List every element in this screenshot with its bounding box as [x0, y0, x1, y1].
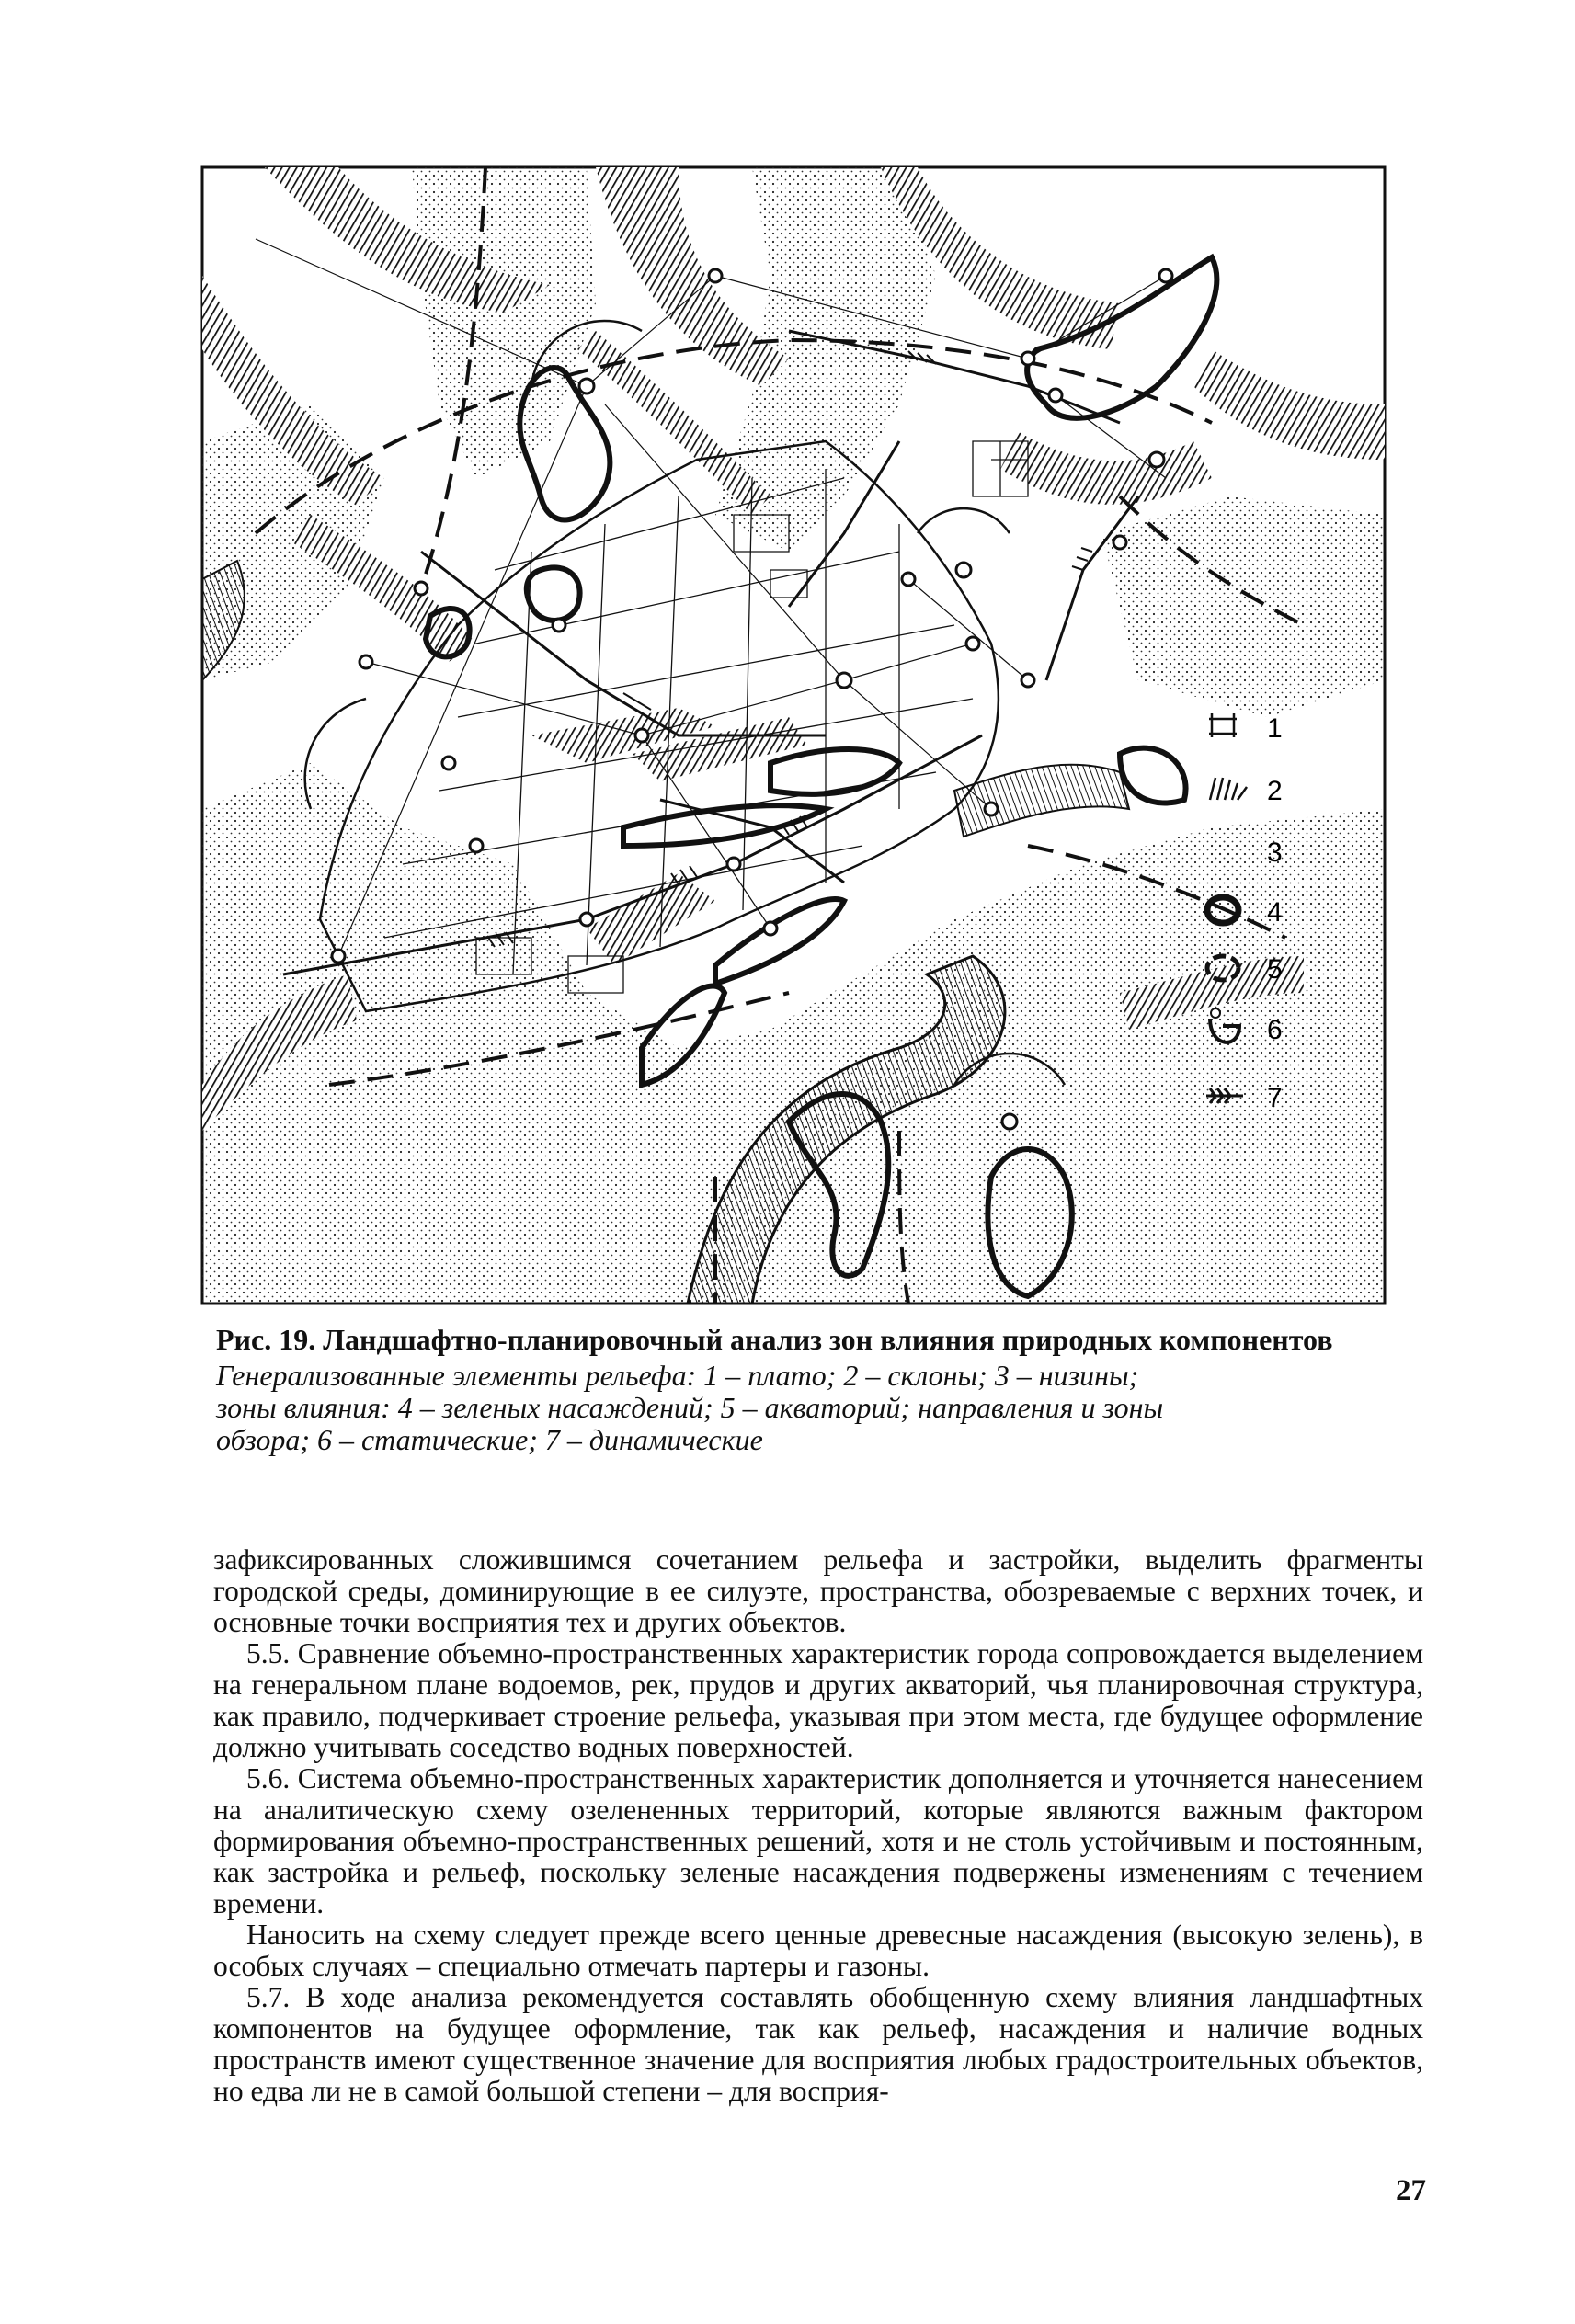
body-text [213, 1544, 1423, 2107]
legend-num-2: 2 [1267, 776, 1283, 806]
legend-num-5: 5 [1267, 954, 1283, 985]
caption-desc-line: Генерализованные элементы рельефа: 1 – плато; 2 – склоны; 3 – низины; [216, 1359, 1139, 1392]
caption-desc-line: обзора; 6 – статические; 7 – динамические [216, 1423, 763, 1456]
legend-num-3: 3 [1267, 837, 1283, 868]
paragraph: 5.6. Система объемно-пространственных характеристик дополняется и уточняется нанесением на аналитическую схему озелененных территорий, которые являются важным фактором формирования объемно-пространственных решений, хотя и не столь устойчивым и постоянным, как застройка и рельеф, поскольку зеленые насаждения подвержены изменениям с течением времени. [213, 1762, 1423, 1920]
caption-description [216, 1360, 1393, 1456]
lowland-icon [1210, 838, 1236, 864]
legend-num-7: 7 [1267, 1083, 1283, 1113]
caption-desc-line: зоны влияния: 4 – зеленых насаждений; 5 – акваторий; направления и зоны [216, 1391, 1164, 1424]
landscape-map [200, 165, 1387, 1305]
paragraph: Наносить на схему следует прежде всего ценные древесные насаждения (высокую зелень), в особых случаях – специально отмечать партеры и газоны. [213, 1919, 1423, 1982]
figure-caption [216, 1324, 1393, 1456]
legend-num-4: 4 [1267, 897, 1283, 928]
paragraph: 5.7. В ходе анализа рекомендуется составлять обобщенную схему влияния ландшафтных компонентов на будущее оформление, так как рельеф, насаждения и наличие водных пространств имеют существенное значение для восприятия любых градостроительных объектов, но едва ли не в самой большой степени – для восприя- [213, 1981, 1423, 2107]
caption-title [216, 1324, 1393, 1356]
legend-num-1: 1 [1267, 713, 1283, 744]
paragraph: зафиксированных сложившимся сочетанием рельефа и застройки, выделить фрагменты городской среды, доминирующие в ее силуэте, пространства, обозреваемые с верхних точек, и основные точки восприятия тех и других объектов. [213, 1544, 1423, 1638]
caption-title-text: Ландшафтно-планировочный анализ зон влияния природных компонентов [323, 1323, 1333, 1356]
legend-num-6: 6 [1267, 1015, 1283, 1045]
paragraph: 5.5. Сравнение объемно-пространственных характеристик города сопровождается выделением на генеральном плане водоемов, рек, прудов и других акваторий, чья планировочная структура, как правило, подчеркивает строение рельефа, указывая при этом места, где будущее оформление должно учитывать соседство водных поверхностей. [213, 1637, 1423, 1763]
page-number: 27 [1396, 2174, 1426, 2207]
caption-label: Рис. 19. [216, 1323, 316, 1356]
figure-map [200, 165, 1387, 1305]
